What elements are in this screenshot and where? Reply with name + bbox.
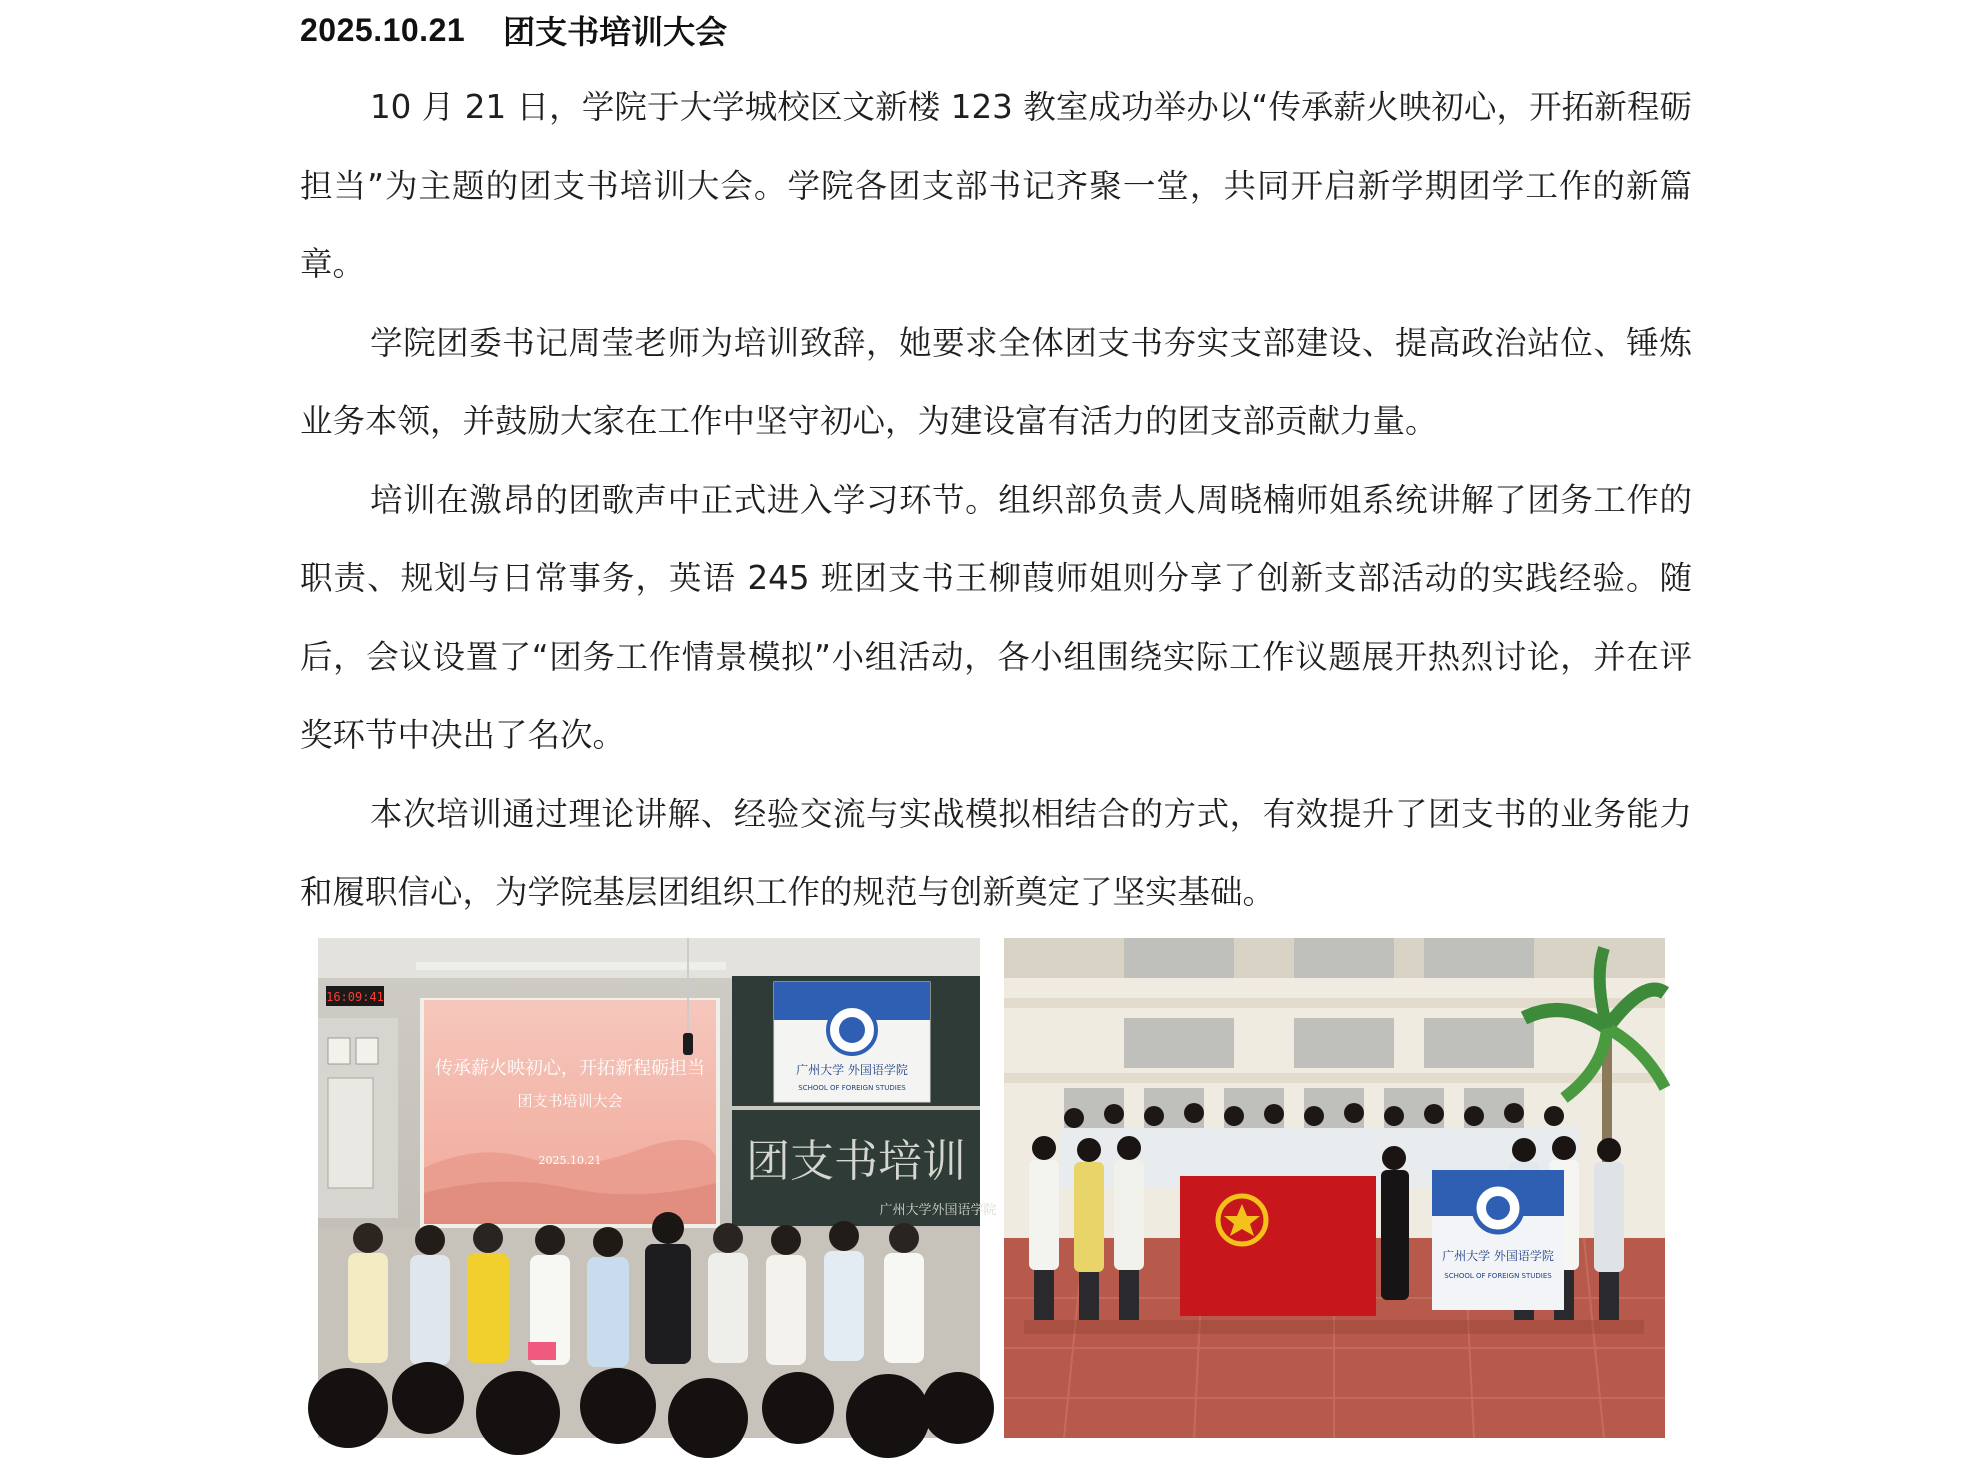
photo-classroom-training xyxy=(318,938,997,1438)
banner-name: 广州大学 外国语学院 xyxy=(796,1063,908,1077)
heading-title: 团支书培训大会 xyxy=(503,14,728,50)
outdoor-banner-name: 广州大学 外国语学院 xyxy=(1442,1249,1554,1263)
article-body xyxy=(300,68,1692,932)
photo-group-outdoor xyxy=(1004,938,1665,1438)
board-signature: 广州大学外国语学院 xyxy=(879,1203,997,1218)
section-heading xyxy=(300,6,727,54)
screen-title: 传承薪火映初心，开拓新程砺担当 xyxy=(435,1058,705,1079)
screen-date: 2025.10.21 xyxy=(538,1154,602,1167)
banner-english: SCHOOL OF FOREIGN STUDIES xyxy=(798,1084,906,1092)
youth-league-flag xyxy=(1180,1176,1376,1316)
group-photo-illustration xyxy=(1004,938,1665,1438)
classroom-photo-illustration xyxy=(318,938,997,1438)
paragraph-4: 本次培训通过理论讲解、经验交流与实战模拟相结合的方式，有效提升了团支书的业务能力和履职信心，为学院基层团组织工作的规范与创新奠定了坚实基础。 xyxy=(300,794,1692,911)
college-banner-outdoor xyxy=(1432,1170,1564,1310)
paragraph-3: 培训在激昂的团歌声中正式进入学习环节。组织部负责人周晓楠师姐系统讲解了团务工作的职责、规划与日常事务，英语 245 班团支书王柳葭师姐则分享了创新支部活动的实践经验。随后，会议设置了“团务工作情景模拟”小组活动，各小组围绕实际工作议题展开热烈讨论，并在评奖环节中决出了名次。 xyxy=(300,480,1692,754)
paragraph-1: 10 月 21 日，学院于大学城校区文新楼 123 教室成功举办以“传承薪火映初心，开拓新程砺担当”为主题的团支书培训大会。学院各团支部书记齐聚一堂，共同开启新学期团学工作的新篇章。 xyxy=(300,88,1692,283)
board-chalk-text: 团支书培训 xyxy=(746,1136,966,1187)
screen-subtitle: 团支书培训大会 xyxy=(517,1092,623,1110)
clock-readout: 16:09:41 xyxy=(326,990,384,1004)
heading-date: 2025.10.21 xyxy=(300,11,466,48)
outdoor-banner-english: SCHOOL OF FOREIGN STUDIES xyxy=(1444,1272,1552,1280)
paragraph-2: 学院团委书记周莹老师为培训致辞，她要求全体团支书夯实支部建设、提高政治站位、锤炼业务本领，并鼓励大家在工作中坚守初心，为建设富有活力的团支部贡献力量。 xyxy=(300,323,1692,440)
